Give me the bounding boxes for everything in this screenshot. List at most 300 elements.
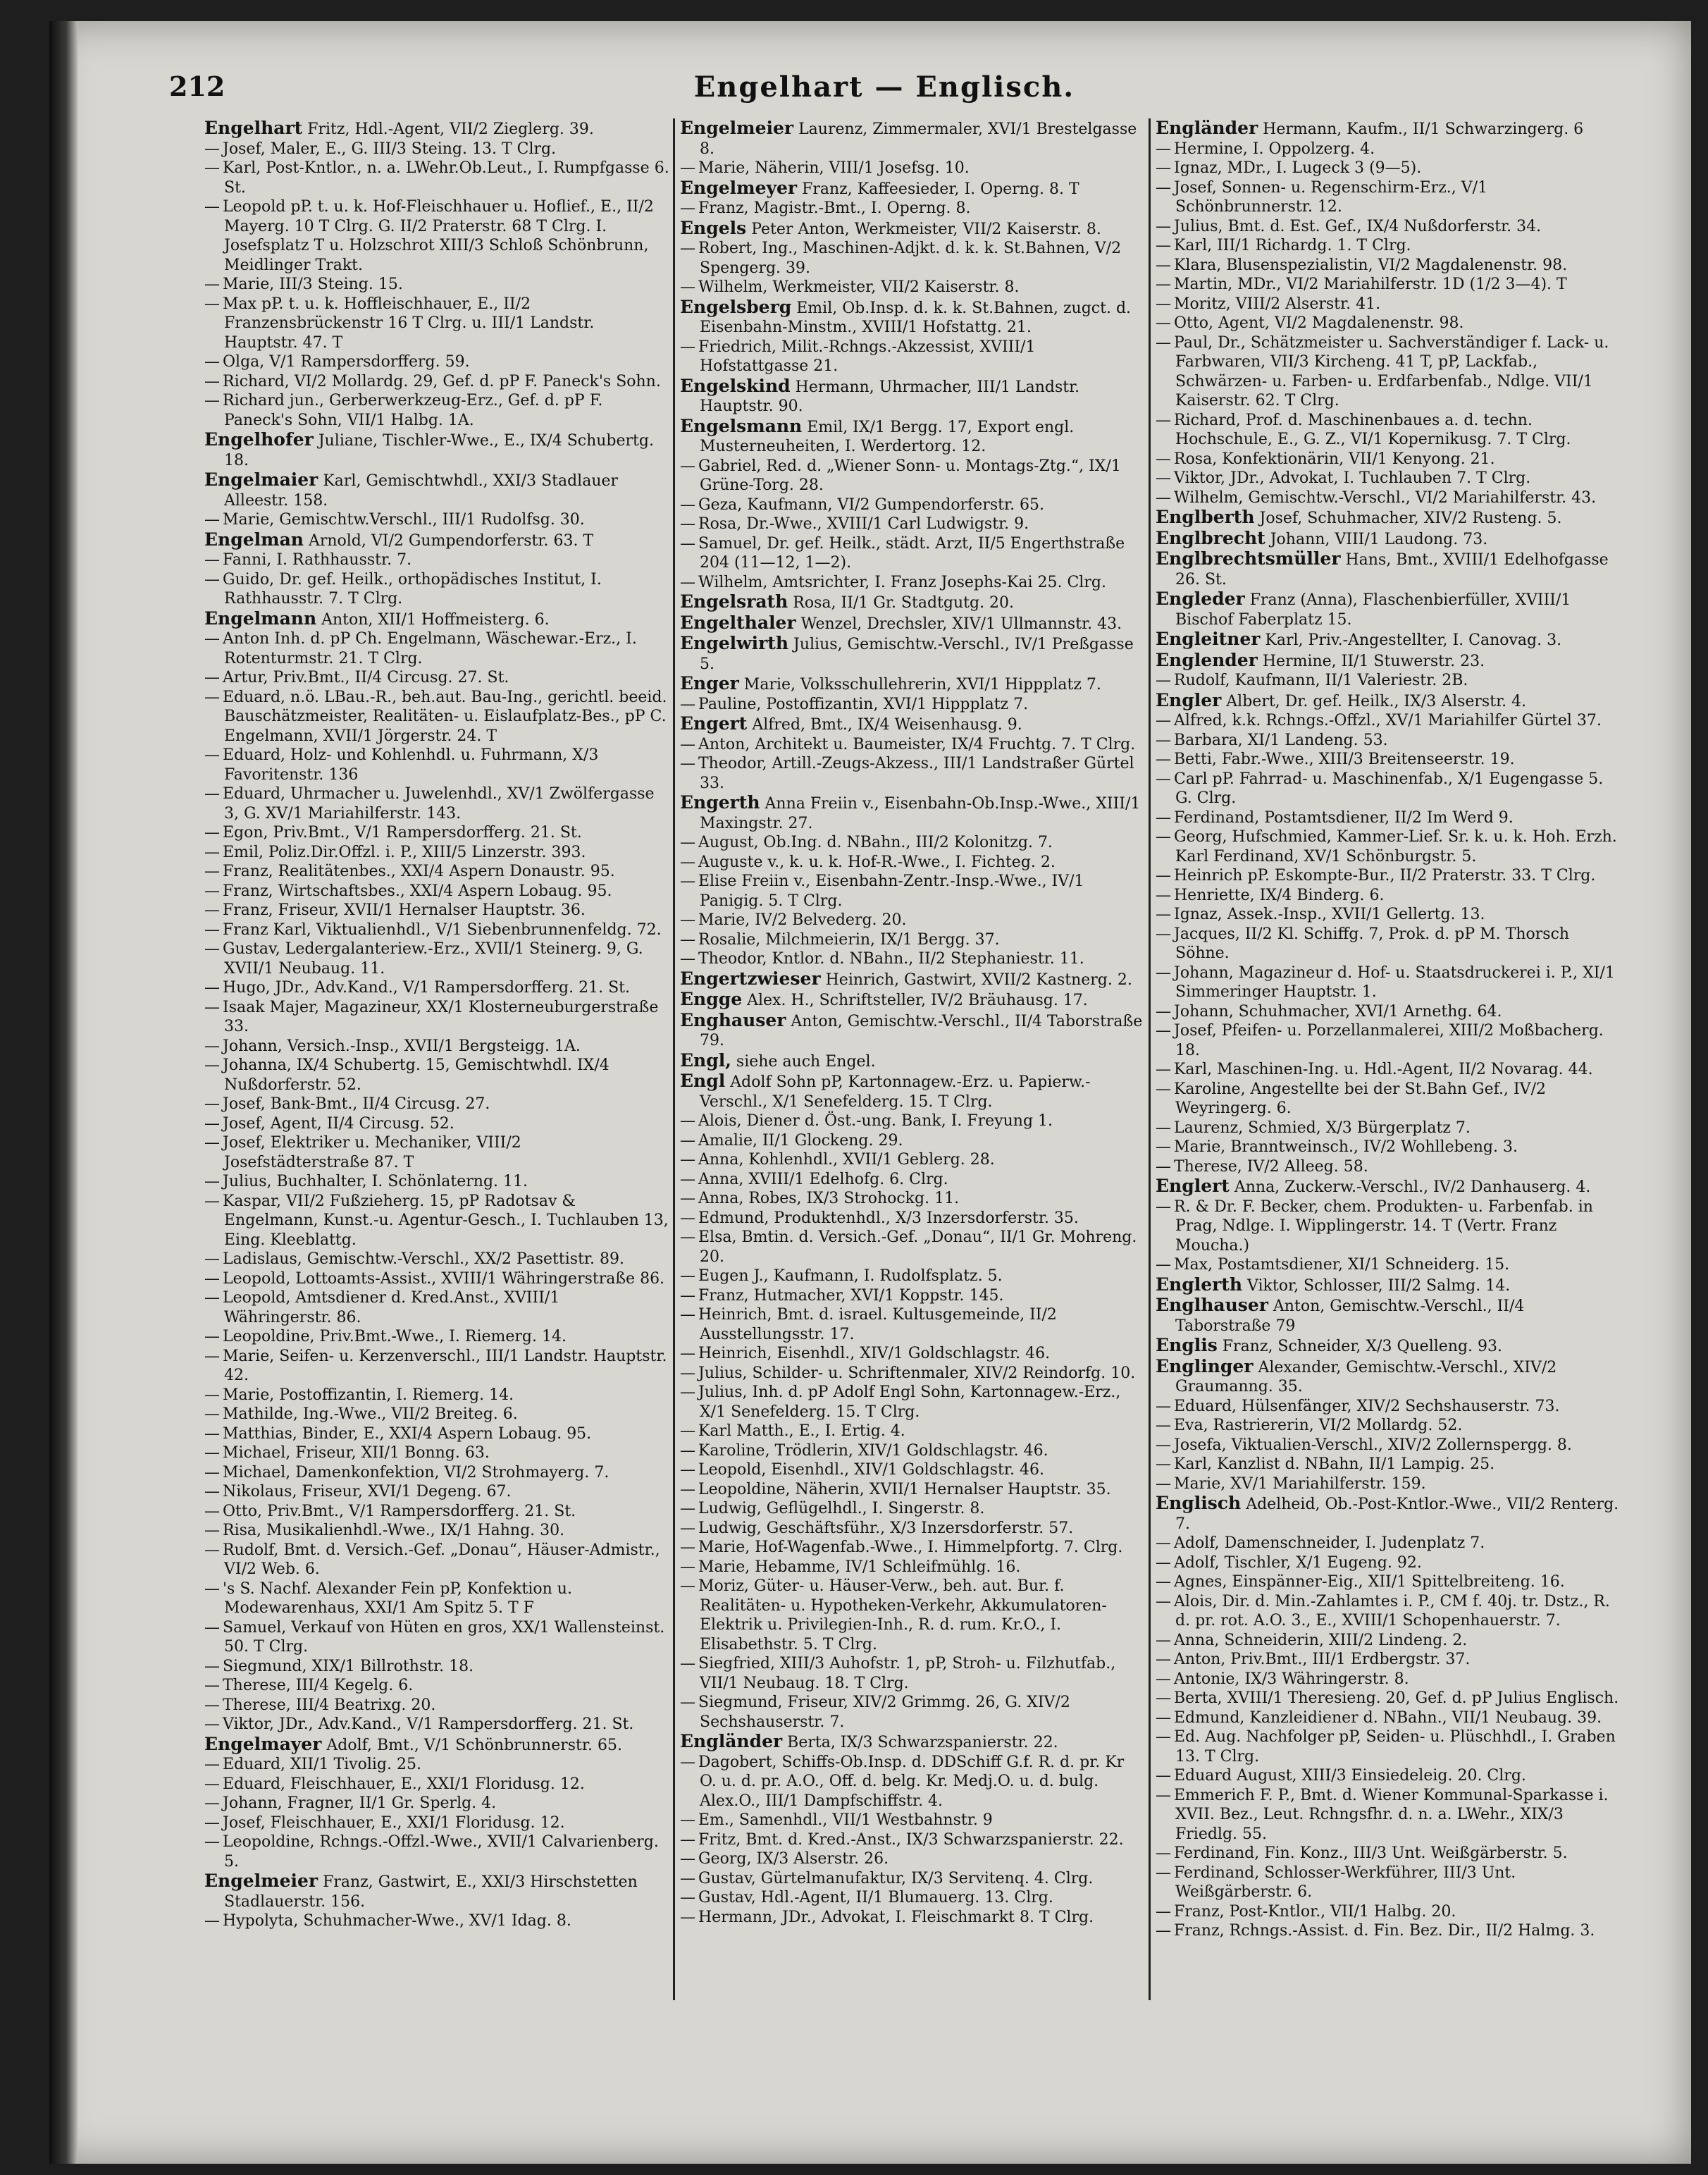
directory-entry (680, 457, 1145, 495)
ditto-dash: — (680, 1170, 695, 1188)
directory-entry (204, 609, 669, 630)
directory-entry (680, 1111, 1145, 1131)
ditto-dash: — (1156, 1197, 1171, 1216)
entry-surname: Englinger (1156, 1355, 1254, 1376)
directory-entry (680, 1480, 1145, 1500)
directory-entry (1156, 411, 1621, 450)
entry-text: Marie, Volksschullehrerin, XVI/1 Hippplatz 7. (743, 676, 1101, 694)
ditto-dash: — (680, 1519, 695, 1537)
directory-entry (680, 218, 1145, 240)
directory-entry (680, 990, 1145, 1011)
directory-entry (204, 746, 669, 784)
entry-text: Emil, Ob.Insp. d. k. k. St.Bahnen, zugct. d. Eisenbahn-Minstm., XVIII/1 Hofstattg. 21. (700, 299, 1132, 336)
entry-text: Anna, Schneiderin, XIII/2 Lindeng. 2. (1174, 1631, 1468, 1649)
directory-entry (1156, 808, 1621, 828)
directory-entry (680, 239, 1145, 278)
directory-entry (680, 1908, 1145, 1928)
directory-entry (1156, 488, 1621, 508)
entry-text: Anton, Priv.Bmt., III/1 Erdbergstr. 37. (1174, 1651, 1471, 1668)
directory-entry (680, 278, 1145, 297)
ditto-dash: — (680, 1441, 695, 1460)
ditto-dash: — (1156, 770, 1171, 788)
ditto-dash: — (204, 1386, 220, 1404)
ditto-dash: — (204, 140, 220, 158)
entry-text: Emmerich F. P., Bmt. d. Wiener Kommunal-Sparkasse i. XVII. Bez., Leut. Rchngsfhr. d. n. a. LWehr., XIX/3 Friedlg. 55. (1174, 1786, 1609, 1843)
entry-text: Peter Anton, Werkmeister, VII/2 Kaiserstr. 8. (751, 220, 1101, 238)
ditto-dash: — (1156, 867, 1171, 885)
entry-surname: Engels (680, 217, 747, 238)
ditto-dash: — (204, 1328, 220, 1345)
directory-entry (204, 1832, 669, 1871)
directory-entry (1156, 217, 1621, 237)
ditto-dash: — (204, 372, 220, 390)
entry-surname: Engl, (680, 1049, 731, 1071)
entry-text: Eduard, Fleischhauer, E., XXI/1 Floridusg. 12. (223, 1775, 585, 1793)
entry-text: Gustav, Hdl.-Agent, II/1 Blumauerg. 13. Clrg. (698, 1889, 1053, 1906)
directory-entry (204, 939, 669, 978)
directory-entry (204, 998, 669, 1037)
directory-entry (1156, 671, 1621, 691)
directory-entry (204, 1618, 669, 1657)
directory-entry (204, 352, 669, 372)
entry-text: Franz, Post-Kntlor., VII/1 Halbg. 20. (1174, 1902, 1456, 1921)
entry-text: Barbara, XI/1 Landeng. 53. (1174, 731, 1388, 749)
entry-text: Anna Freiin v., Eisenbahn-Ob.Insp.-Wwe., XIII/1 Maxingstr. 27. (700, 795, 1141, 832)
entry-text: Eduard, Hülsenfänger, XIV/2 Sechshauserstr. 73. (1174, 1397, 1560, 1415)
entry-text: Klara, Blusenspezialistin, VI/2 Magdalenenstr. 98. (1174, 256, 1568, 274)
directory-entry (204, 140, 669, 159)
directory-entry (1156, 333, 1621, 411)
entry-text: Marie, IV/2 Belvederg. 20. (698, 911, 907, 929)
entry-text: Antonie, IX/3 Währingerstr. 8. (1174, 1670, 1409, 1688)
entry-text: Nikolaus, Friseur, XVI/1 Degeng. 67. (223, 1483, 512, 1501)
ditto-dash: — (680, 1461, 695, 1479)
page-number: 212 (169, 70, 225, 102)
directory-entry (204, 629, 669, 668)
ditto-dash: — (204, 1056, 220, 1074)
directory-entry (204, 1911, 669, 1931)
entry-text: Wenzel, Drechsler, XIV/1 Ullmannstr. 43. (800, 615, 1122, 633)
ditto-dash: — (680, 1694, 695, 1711)
ditto-dash: — (680, 573, 695, 591)
entry-text: Julius, Schilder- u. Schriftenmaler, XIV/2 Reindorfg. 10. (698, 1364, 1136, 1382)
ditto-dash: — (204, 353, 220, 371)
directory-entry (680, 930, 1145, 950)
entry-text: Georg, Hufschmied, Kammer-Lief. Sr. k. u. k. Hoh. Erzh. Karl Ferdinand, XV/1 Schönburgstr. 5. (1174, 828, 1617, 865)
directory-entry (1156, 236, 1621, 256)
entry-text: Julius, Bmt. d. Est. Gef., IX/4 Nußdorferstr. 34. (1174, 217, 1542, 235)
entry-text: Johann, Schuhmacher, XVI/1 Arnethg. 64. (1174, 1002, 1502, 1021)
directory-entry (1156, 1921, 1621, 1941)
ditto-dash: — (1156, 1061, 1171, 1078)
directory-entry (680, 159, 1145, 178)
entry-surname: Englbrecht (1156, 527, 1265, 548)
entry-surname: Engelhofer (204, 429, 314, 450)
ditto-dash: — (680, 873, 695, 890)
entry-text: Josef, Elektriker u. Mechaniker, VIII/2 Josefstädterstraße 87. T (223, 1134, 521, 1171)
entry-text: Johann, VIII/1 Laudong. 73. (1270, 530, 1488, 548)
directory-entry (680, 1538, 1145, 1558)
entry-text: Gabriel, Red. d. „Wiener Sonn- u. Montags-Ztg.“, IX/1 Grüne-Torg. 28. (698, 457, 1121, 494)
entry-surname: Engelmaier (204, 469, 318, 490)
entry-surname: Englberth (1156, 507, 1255, 527)
entry-text: Michael, Damenkonfektion, VI/2 Strohmayerg. 7. (223, 1463, 609, 1481)
entry-surname: Engelman (204, 529, 304, 550)
entry-text: Franz, Wirtschaftsbes., XXI/4 Aspern Lobaug. 95. (223, 882, 612, 900)
directory-entry (680, 969, 1145, 990)
directory-entry (1156, 1357, 1621, 1397)
directory-entry (1156, 140, 1621, 159)
directory-entry (204, 1579, 669, 1618)
entry-text: Edmund, Kanzleidiener d. NBahn., VII/1 Neubaug. 39. (1174, 1708, 1602, 1727)
ditto-dash: — (204, 159, 220, 177)
entry-text: Laurenz, Zimmermaler, XVI/1 Brestelgasse 8. (700, 121, 1137, 158)
directory-entry (204, 197, 669, 275)
directory-entry (680, 853, 1145, 873)
entry-text: Josef, Maler, E., G. III/3 Steing. 13. T Clrg. (223, 140, 557, 158)
ditto-dash: — (1156, 140, 1171, 158)
entry-text: Siegmund, XIX/1 Billrothstr. 18. (223, 1657, 474, 1675)
entry-text: Franz, Friseur, XVII/1 Hernalser Hauptstr. 36. (223, 901, 586, 919)
entry-text: Adolf, Tischler, X/1 Eugeng. 92. (1174, 1553, 1422, 1572)
ditto-dash: — (1156, 1534, 1171, 1552)
directory-entry (1156, 1397, 1621, 1417)
entry-text: Julius, Gemischtw.-Verschl., IV/1 Preßgasse 5. (700, 636, 1134, 673)
ditto-dash: — (204, 1579, 220, 1598)
ditto-dash: — (680, 1480, 695, 1498)
entry-surname: Engler (1156, 689, 1222, 710)
directory-entry (680, 199, 1145, 218)
ditto-dash: — (204, 669, 220, 686)
directory-entry (1156, 827, 1621, 866)
entry-surname: Engl (680, 1071, 726, 1091)
entry-text: Moritz, VIII/2 Alserstr. 41. (1174, 295, 1381, 313)
entry-text: Eugen J., Kaufmann, I. Rudolfsplatz. 5. (698, 1267, 1003, 1285)
entry-text: Hypolyta, Schuhmacher-Wwe., XV/1 Idag. 8. (223, 1912, 571, 1930)
directory-entry (680, 1422, 1145, 1441)
entry-text: Heinrich, Bmt. d. israel. Kultusgemeinde, II/2 Ausstellungsstr. 17. (698, 1306, 1057, 1343)
entry-text: Julius, Buchhalter, I. Schönlaterng. 11. (223, 1173, 528, 1190)
directory-entry (1156, 589, 1621, 629)
directory-entry (204, 1405, 669, 1424)
directory-entry (204, 372, 669, 392)
ditto-dash: — (204, 1618, 220, 1637)
directory-entry (204, 295, 669, 353)
directory-entry (204, 570, 669, 609)
ditto-dash: — (680, 853, 695, 871)
entry-text: Josef, Schuhmacher, XIV/2 Rusteng. 5. (1259, 510, 1562, 527)
entry-text: Laurenz, Schmied, X/3 Bürgerplatz 7. (1174, 1119, 1471, 1137)
entry-text: Johanna, IX/4 Schubertg. 15, Gemischtwhdl. IX/4 Nußdorferstr. 52. (223, 1056, 609, 1094)
entry-text: Anton, Gemischtw.-Verschl., II/4 Taborstraße 79. (700, 1012, 1143, 1049)
directory-entry (204, 1327, 669, 1347)
entry-text: Auguste v., k. u. k. Hof-R.-Wwe., I. Fichteg. 2. (698, 853, 1056, 871)
directory-entry (680, 338, 1145, 376)
entry-surname: Engelthaler (680, 612, 796, 633)
ditto-dash: — (1156, 1844, 1171, 1862)
directory-entry (680, 1732, 1145, 1753)
entry-text: Martin, MDr., VI/2 Mariahilferstr. 1D (1/2 3—4). T (1174, 276, 1567, 293)
entry-text: Amalie, II/1 Glockeng. 29. (698, 1131, 903, 1150)
directory-entry (680, 1753, 1145, 1811)
ditto-dash: — (1156, 1455, 1171, 1473)
ditto-dash: — (1156, 217, 1171, 235)
directory-entry (204, 1775, 669, 1794)
directory-entry (1156, 1138, 1621, 1157)
directory-entry (1156, 1727, 1621, 1766)
entry-text: Franz, Rchngs.-Assist. d. Fin. Bez. Dir., II/2 Halmg. 3. (1174, 1922, 1595, 1940)
ditto-dash: — (204, 1541, 220, 1559)
ditto-dash: — (680, 1889, 695, 1906)
ditto-dash: — (204, 1756, 220, 1773)
entry-text: Fritz, Hdl.-Agent, VII/2 Zieglerg. 39. (307, 121, 594, 138)
entry-text: Wilhelm, Werkmeister, VII/2 Kaiserstr. 8. (698, 278, 1020, 296)
ditto-dash: — (680, 1422, 695, 1440)
directory-entry (680, 674, 1145, 695)
directory-entry (680, 1051, 1145, 1072)
page-header (169, 70, 1599, 113)
ditto-dash: — (1156, 1767, 1171, 1785)
directory-entry (680, 949, 1145, 969)
entry-text: Hermann, Kaufm., II/1 Schwarzingerg. 6 (1263, 121, 1584, 138)
ditto-dash: — (680, 1345, 695, 1362)
directory-entry (1156, 1157, 1621, 1177)
directory-entry (204, 1347, 669, 1386)
directory-entry (1156, 711, 1621, 731)
directory-entry (1156, 1534, 1621, 1553)
directory-entry (680, 1189, 1145, 1209)
directory-entry (1156, 549, 1621, 589)
entry-text: Betti, Fabr.-Wwe., XIII/3 Breitenseerstr. 19. (1174, 751, 1515, 768)
ditto-dash: — (680, 1577, 695, 1595)
ditto-dash: — (204, 1269, 220, 1288)
ditto-dash: — (204, 940, 220, 958)
ditto-dash: — (1156, 1138, 1171, 1156)
directory-entry (204, 1521, 669, 1541)
entry-text: Wilhelm, Gemischtw.-Verschl., VI/2 Mariahilferstr. 43. (1174, 488, 1597, 507)
ditto-dash: — (1156, 1922, 1171, 1940)
entry-text: Franz (Anna), Flaschenbierfüller, XVIII/1 Bischof Faberplatz 15. (1175, 591, 1571, 629)
directory-entry (680, 1849, 1145, 1869)
entry-text: Viktor, Schlosser, III/2 Salmg. 14. (1247, 1276, 1511, 1295)
directory-entry (204, 1871, 669, 1911)
directory-entry (680, 1305, 1145, 1344)
directory-entry (680, 1654, 1145, 1693)
directory-entry (1156, 1275, 1621, 1296)
entry-text: Rosa, Dr.-Wwe., XVIII/1 Carl Ludwigstr. 9. (698, 515, 1029, 533)
directory-entry (204, 530, 669, 551)
entry-surname: Engleitner (1156, 629, 1261, 649)
entry-text: Eduard, Holz- und Kohlenhdl. u. Fuhrmann, X/3 Favoritenstr. 136 (223, 746, 599, 784)
directory-entry (680, 1228, 1145, 1267)
directory-entry (204, 510, 669, 530)
directory-entry (1156, 651, 1621, 672)
entry-text: Alfred, k.k. Rchngs.-Offzl., XV/1 Mariahilfer Gürtel 37. (1174, 712, 1602, 729)
entry-text: Ignaz, Assek.-Insp., XVII/1 Gellertg. 13. (1174, 906, 1485, 923)
entry-surname: Engert (680, 713, 748, 734)
ditto-dash: — (204, 901, 220, 919)
entry-text: Eduard August, XIII/3 Einsiedeleig. 20. Clrg. (1174, 1767, 1526, 1785)
directory-entry (680, 1286, 1145, 1306)
entry-text: Guido, Dr. gef. Heilk., orthopädisches Institut, I. Rathhausstr. 7. T Clrg. (223, 570, 602, 608)
entry-text: Anton Inh. d. pP Ch. Engelmann, Wäschewar.-Erz., I. Rotenturmstr. 21. T Clrg. (223, 630, 637, 667)
book-spine-shadow (49, 21, 78, 2164)
directory-entry (1156, 1060, 1621, 1080)
directory-entry (204, 1502, 669, 1522)
directory-entry (1156, 1080, 1621, 1119)
entry-text: Anton, Architekt u. Baumeister, IX/4 Fruchtg. 7. T Clrg. (698, 735, 1136, 753)
entry-text: Marie, Seifen- u. Kerzenverschl., III/1 Landstr. Hauptstr. 42. (223, 1347, 667, 1384)
directory-entry (1156, 1176, 1621, 1197)
ditto-dash: — (1156, 751, 1171, 768)
entry-surname: Engge (680, 989, 743, 1009)
directory-entry (1156, 629, 1621, 651)
ditto-dash: — (680, 1384, 695, 1401)
entry-surname: Engelsmann (680, 415, 803, 436)
directory-entry (1156, 1336, 1621, 1357)
directory-entry (204, 1386, 669, 1405)
directory-entry (204, 1269, 669, 1289)
directory-entry (204, 668, 669, 688)
ditto-dash: — (1156, 731, 1171, 749)
directory-entry (680, 1267, 1145, 1286)
ditto-dash: — (680, 1869, 695, 1887)
directory-entry (204, 1463, 669, 1483)
entry-text: Josef, Pfeifen- u. Porzellanmalerei, XIII/2 Moßbacherg. 18. (1174, 1022, 1604, 1059)
directory-columns (204, 118, 1621, 2007)
entry-text: Marie, XV/1 Mariahilferstr. 159. (1174, 1474, 1426, 1493)
ditto-dash: — (1156, 1728, 1171, 1746)
ditto-dash: — (204, 1424, 220, 1443)
ditto-dash: — (204, 1173, 220, 1190)
ditto-dash: — (680, 1364, 695, 1382)
ditto-dash: — (204, 1775, 220, 1793)
entry-text: Henriette, IX/4 Binderg. 6. (1174, 886, 1385, 904)
entry-surname: Engelwirth (680, 633, 789, 653)
entry-text: Friedrich, Milit.-Rchngs.-Akzessist, XVIII/1 Hofstattgasse 21. (698, 338, 1036, 375)
directory-entry (204, 920, 669, 940)
directory-entry (680, 735, 1145, 755)
entry-text: Anna, Kohlenhdl., XVII/1 Geblerg. 28. (698, 1151, 995, 1169)
directory-entry (1156, 1650, 1621, 1670)
directory-entry (1156, 507, 1621, 529)
ditto-dash: — (680, 199, 695, 217)
directory-entry (680, 1499, 1145, 1519)
entry-text: Max pP. t. u. k. Hoffleischhauer, E., II/2 Franzensbrückenstr 16 T Clrg. u. III/1 Landstr. Hauptstr. 47. T (223, 295, 595, 352)
directory-entry (204, 118, 669, 140)
directory-entry (204, 1715, 669, 1735)
directory-entry (680, 515, 1145, 534)
ditto-dash: — (204, 1192, 220, 1210)
column-3 (1156, 118, 1621, 2007)
directory-entry (680, 495, 1145, 515)
ditto-dash: — (680, 1306, 695, 1324)
entry-surname: Engländer (1156, 118, 1258, 138)
ditto-dash: — (204, 1405, 220, 1423)
entry-text: Eva, Rastriererin, VI/2 Mollardg. 52. (1174, 1417, 1463, 1434)
directory-entry (1156, 529, 1621, 550)
directory-entry (680, 376, 1145, 417)
entry-text: Josef, Bank-Bmt., II/4 Circusg. 27. (223, 1095, 490, 1113)
running-head: Engelhart — Englisch. (693, 70, 1075, 104)
entry-surname: Enghauser (680, 1009, 786, 1030)
entry-text: Paul, Dr., Schätzmeister u. Sachverständiger f. Lack- u. Farbwaren, VII/3 Kircheng. 41 T, pP, Lackfab., Schwärzen- u. Farben- u. Erdfarbenfab., Ndlge. VII/1 Kaiserstr. 62. T Clrg. (1174, 333, 1609, 409)
directory-entry (204, 1172, 669, 1192)
entry-text: Alfred, Bmt., IX/4 Weisenhausg. 9. (752, 716, 1022, 734)
ditto-dash: — (204, 1463, 220, 1481)
entry-text: Siegfried, XIII/3 Auhofstr. 1, pP, Stroh- u. Filzhutfab., VII/1 Neubaug. 18. T Clrg. (698, 1655, 1116, 1692)
entry-text: Leopold, Amtsdiener d. Kred.Anst., XVIII/1 Währingerstr. 86. (223, 1289, 560, 1326)
directory-entry (1156, 1592, 1621, 1631)
ditto-dash: — (1156, 411, 1171, 429)
ditto-dash: — (1156, 1417, 1171, 1434)
entry-text: Marie, Näherin, VIII/1 Josefsg. 10. (698, 159, 970, 177)
entry-text: Berta, IX/3 Schwarzspanierstr. 22. (787, 1734, 1058, 1751)
directory-entry (1156, 1902, 1621, 1922)
ditto-dash: — (204, 1522, 220, 1539)
entry-text: Therese, IV/2 Alleeg. 58. (1174, 1157, 1368, 1176)
entry-text: Edmund, Produktenhdl., X/3 Inzersdorferstr. 35. (698, 1209, 1079, 1227)
directory-entry (1156, 1474, 1621, 1494)
directory-entry (1156, 1786, 1621, 1844)
ditto-dash: — (204, 1833, 220, 1851)
ditto-dash: — (204, 1657, 220, 1675)
ditto-dash: — (204, 198, 220, 216)
directory-entry (1156, 1295, 1621, 1336)
entry-text: Eduard, XII/1 Tivolig. 25. (223, 1756, 421, 1773)
directory-entry (1156, 1863, 1621, 1902)
ditto-dash: — (680, 1811, 695, 1829)
entry-surname: Englisch (1156, 1493, 1242, 1513)
directory-entry (680, 1131, 1145, 1151)
directory-entry (204, 1192, 669, 1250)
entry-text: Jacques, II/2 Kl. Schiffg. 7, Prok. d. pP M. Thorsch Söhne. (1174, 925, 1570, 962)
entry-surname: Englender (1156, 649, 1258, 670)
directory-entry (204, 1794, 669, 1813)
ditto-dash: — (1156, 712, 1171, 729)
directory-entry (680, 534, 1145, 573)
directory-entry (680, 1519, 1145, 1539)
ditto-dash: — (204, 511, 220, 529)
directory-entry (1156, 750, 1621, 770)
entry-text: Theodor, Artill.-Zeugs-Akzess., III/1 Landstraßer Gürtel 33. (698, 755, 1134, 792)
directory-entry (204, 1676, 669, 1696)
directory-entry (204, 1288, 669, 1327)
ditto-dash: — (204, 824, 220, 842)
ditto-dash: — (204, 863, 220, 880)
entry-text: Karl, Maschinen-Ing. u. Hdl.-Agent, II/2 Novarag. 44. (1174, 1061, 1593, 1078)
entry-text: Josef, Fleischhauer, E., XXI/1 Floridusg. 12. (223, 1813, 565, 1832)
directory-entry (680, 1364, 1145, 1384)
directory-entry (1156, 159, 1621, 178)
ditto-dash: — (680, 1558, 695, 1576)
ditto-dash: — (1156, 1157, 1171, 1176)
directory-entry (1156, 1670, 1621, 1689)
directory-entry (204, 1056, 669, 1095)
entry-text: Johann, Magazineur d. Hof- u. Staatsdruckerei i. P., XI/1 Simmeringer Hauptstr. 1. (1174, 963, 1615, 1001)
ditto-dash: — (204, 998, 220, 1016)
entry-text: Karl, Kanzlist d. NBahn, II/1 Lampig. 25. (1174, 1455, 1495, 1473)
ditto-dash: — (204, 1715, 220, 1733)
directory-entry (204, 901, 669, 920)
ditto-dash: — (680, 278, 695, 296)
directory-entry (680, 714, 1145, 735)
directory-entry (1156, 256, 1621, 276)
entry-text: Alois, Dir. d. Min.-Zahlamtes i. P., CM f. 40j. tr. Dstz., R. d. pr. rot. A.O. 3., E., XVIII/1 Schopenhauerstr. 7. (1174, 1592, 1610, 1629)
entry-text: Heinrich pP. Eskompte-Bur., II/2 Praterstr. 33. T Clrg. (1174, 867, 1596, 885)
ditto-dash: — (1156, 295, 1171, 313)
ditto-dash: — (1156, 1651, 1171, 1668)
